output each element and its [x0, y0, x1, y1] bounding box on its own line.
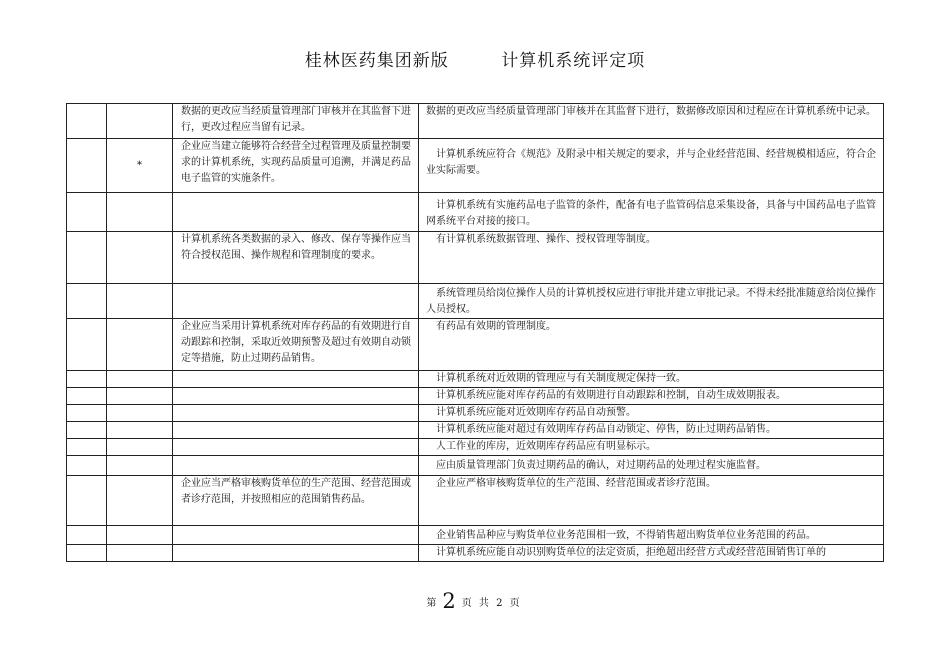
row-number-cell	[67, 319, 107, 371]
row-number-cell	[67, 232, 107, 284]
key-mark-cell	[107, 232, 173, 284]
key-mark-cell	[107, 319, 173, 371]
evaluation-item-cell: 数据的更改应当经质量管理部门审核并在其监督下进行，数据修改原因和过程应在计算机系统中记录。	[419, 104, 884, 139]
table-row	[67, 422, 884, 439]
key-mark-cell	[107, 456, 173, 476]
key-mark-cell	[107, 193, 173, 232]
key-mark-cell	[107, 476, 173, 526]
requirement-cell: 数据的更改应当经质量管理部门审核并在其监督下进行，更改过程应当留有记录。	[173, 104, 419, 139]
evaluation-item-cell: 应由质量管理部门负责过期药品的确认，对过期药品的处理过程实施监督。	[419, 456, 884, 476]
table-row	[67, 388, 884, 405]
table-row	[67, 439, 884, 456]
table-row	[67, 456, 884, 476]
requirement-cell	[173, 439, 419, 456]
total-unit: 页	[509, 598, 520, 609]
evaluation-table	[66, 103, 884, 562]
requirement-cell: 计算机系统各类数据的录入、修改、保存等操作应当符合授权范围、操作规程和管理制度的要求。	[173, 232, 419, 284]
table-row	[67, 139, 884, 193]
total-pages: 2	[496, 598, 503, 609]
page-header	[0, 46, 950, 71]
row-number-cell	[67, 439, 107, 456]
document-title: 桂林医药集团新版	[304, 51, 449, 71]
evaluation-item-cell: 计算机系统应能对超过有效期库存药品自动锁定、停售，防止过期药品销售。	[419, 422, 884, 439]
evaluation-item-cell: 计算机系统应能自动识别购货单位的法定资质，拒绝超出经营方式或经营范围销售订单的	[419, 545, 884, 562]
table-row	[67, 405, 884, 422]
document-subtitle: 计算机系统评定项	[501, 51, 646, 71]
row-number-cell	[67, 526, 107, 545]
requirement-cell	[173, 422, 419, 439]
requirement-cell: 企业应当采用计算机系统对库存药品的有效期进行自动跟踪和控制，采取近效期预警及超过有效期自动锁定等措施，防止过期药品销售。	[173, 319, 419, 371]
row-number-cell	[67, 476, 107, 526]
requirement-cell	[173, 193, 419, 232]
requirement-cell	[173, 388, 419, 405]
page-unit: 页	[461, 598, 472, 609]
row-number-cell	[67, 405, 107, 422]
key-mark-cell	[107, 422, 173, 439]
row-number-cell	[67, 456, 107, 476]
table-row	[67, 232, 884, 284]
row-number-cell	[67, 193, 107, 232]
table-row	[67, 526, 884, 545]
key-mark-cell: *	[107, 139, 173, 193]
key-mark-cell	[107, 545, 173, 562]
requirement-cell	[173, 284, 419, 319]
evaluation-item-cell: 有药品有效期的管理制度。	[419, 319, 884, 371]
key-mark-cell	[107, 388, 173, 405]
evaluation-item-cell: 计算机系统应能对库存药品的有效期进行自动跟踪和控制，自动生成效期报表。	[419, 388, 884, 405]
page-footer	[0, 589, 950, 613]
row-number-cell	[67, 545, 107, 562]
requirement-cell	[173, 371, 419, 388]
page-number: 2	[442, 589, 456, 613]
row-number-cell	[67, 284, 107, 319]
total-label: 共	[478, 598, 489, 609]
evaluation-item-cell: 有计算机系统数据管理、操作、授权管理等制度。	[419, 232, 884, 284]
key-mark-cell	[107, 104, 173, 139]
key-mark-cell	[107, 405, 173, 422]
table-row	[67, 545, 884, 562]
requirement-cell	[173, 456, 419, 476]
evaluation-item-cell: 企业应严格审核购货单位的生产范围、经营范围或者诊疗范围。	[419, 476, 884, 526]
key-mark-cell	[107, 526, 173, 545]
requirement-cell	[173, 526, 419, 545]
row-number-cell	[67, 388, 107, 405]
row-number-cell	[67, 104, 107, 139]
key-mark-cell	[107, 371, 173, 388]
table-row	[67, 476, 884, 526]
requirement-cell	[173, 405, 419, 422]
evaluation-item-cell: 计算机系统有实施药品电子监管的条件，配备有电子监管码信息采集设备，具备与中国药品电子监管网系统平台对接的接口。	[419, 193, 884, 232]
table-row	[67, 104, 884, 139]
key-mark-cell	[107, 439, 173, 456]
requirement-cell: 企业应当建立能够符合经营全过程管理及质量控制要求的计算机系统，实现药品质量可追溯，并满足药品电子监管的实施条件。	[173, 139, 419, 193]
evaluation-item-cell: 计算机系统应能对近效期库存药品自动预警。	[419, 405, 884, 422]
row-number-cell	[67, 139, 107, 193]
evaluation-item-cell: 人工作业的库房，近效期库存药品应有明显标示。	[419, 439, 884, 456]
table-row	[67, 319, 884, 371]
table-row	[67, 371, 884, 388]
row-number-cell	[67, 371, 107, 388]
table-row	[67, 284, 884, 319]
row-number-cell	[67, 422, 107, 439]
evaluation-item-cell: 系统管理员给岗位操作人员的计算机授权应进行审批并建立审批记录。不得未经批准随意给岗位操作人员授权。	[419, 284, 884, 319]
page-label: 第	[426, 598, 437, 609]
evaluation-item-cell: 企业销售品种应与购货单位业务范围相一致，不得销售超出购货单位业务范围的药品。	[419, 526, 884, 545]
requirement-cell: 企业应当严格审核购货单位的生产范围、经营范围或者诊疗范围，并按照相应的范围销售药品。	[173, 476, 419, 526]
evaluation-item-cell: 计算机系统应符合《规范》及附录中相关规定的要求，并与企业经营范围、经营规模相适应，符合企业实际需要。	[419, 139, 884, 193]
requirement-cell	[173, 545, 419, 562]
table-row	[67, 193, 884, 232]
key-mark-cell	[107, 284, 173, 319]
evaluation-item-cell: 计算机系统对近效期的管理应与有关制度规定保持一致。	[419, 371, 884, 388]
